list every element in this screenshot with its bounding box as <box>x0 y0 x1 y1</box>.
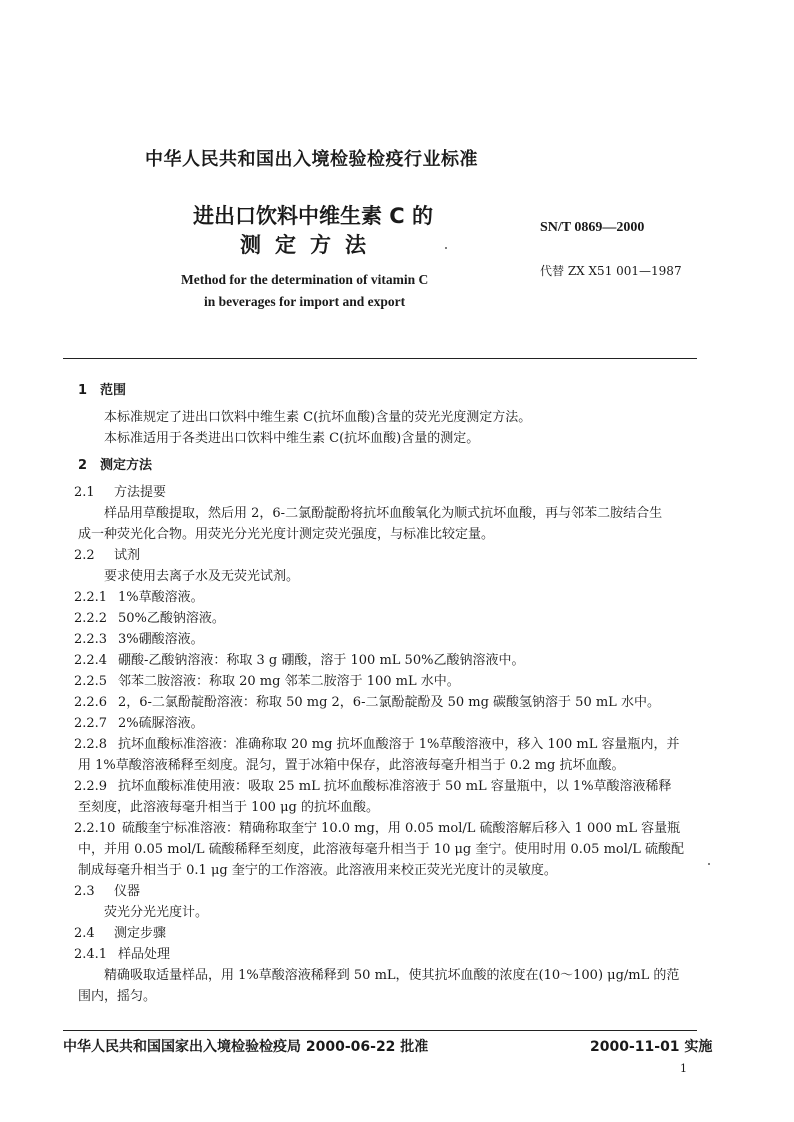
paragraph-continuation: 用 1%草酸溶液稀释至刻度。混匀，置于冰箱中保存，此溶液每毫升相当于 0.2 mg 抗坏血酸。 <box>78 758 625 773</box>
effective-date: 2000-11-01 实施 <box>590 1039 713 1055</box>
section-title: 范围 <box>100 383 127 398</box>
clause-text: 硼酸-乙酸钠溶液：称取 3 g 硼酸，溶于 100 mL 50%乙酸钠溶液中。 <box>118 653 525 668</box>
section-number: 2 <box>78 458 88 473</box>
header-divider <box>63 358 697 359</box>
paragraph: 精确吸取适量样品，用 1%草酸溶液稀释到 50 mL，使其抗坏血酸的浓度在(10～100) μg/mL 的范 <box>104 968 680 983</box>
scan-speck <box>445 247 447 249</box>
page-number: 1 <box>680 1062 687 1075</box>
paragraph-continuation: 至刻度，此溶液每毫升相当于 100 μg 的抗坏血酸。 <box>78 800 379 815</box>
document-body <box>74 380 712 1007</box>
paragraph: 荧光分光光度计。 <box>104 905 209 920</box>
clause-number: 2.4 <box>74 926 95 941</box>
replaces-code: 代替 ZX X51 001—1987 <box>540 264 682 278</box>
section-heading <box>78 380 712 401</box>
clause-text: 3%硼酸溶液。 <box>118 632 204 647</box>
clause-item <box>74 629 712 650</box>
clause-item <box>74 818 712 839</box>
paragraph-continuation: 围内，摇匀。 <box>78 989 157 1004</box>
clause-text: 硫酸奎宁标准溶液：精确称取奎宁 10.0 mg，用 0.05 mol/L 硫酸溶解后移入 1 000 mL 容量瓶 <box>122 821 681 836</box>
clause-text: 方法提要 <box>114 485 167 500</box>
clause-text: 抗坏血酸标准溶液：准确称取 20 mg 抗坏血酸溶于 1%草酸溶液中，移入 100 mL 容量瓶内，并 <box>118 737 680 752</box>
clause-item <box>74 713 712 734</box>
title-cn-line2: 测定方法 <box>240 233 380 257</box>
clause-number: 2.2.1 <box>74 590 108 605</box>
paragraph-continuation: 中，并用 0.05 mol/L 硫酸稀释至刻度，此溶液每毫升相当于 10 μg 奎宁。使用时用 0.05 mol/L 硫酸配 <box>78 842 685 857</box>
paragraph: 本标准适用于各类进出口饮料中维生素 C(抗坏血酸)含量的测定。 <box>104 431 480 446</box>
standard-code: SN/T 0869—2000 <box>540 220 645 235</box>
clause-text: 2%硫脲溶液。 <box>118 716 204 731</box>
title-cn-line1: 进出口饮料中维生素 C 的 <box>193 204 434 228</box>
paragraph: 样品用草酸提取，然后用 2，6-二氯酚靛酚将抗坏血酸氧化为顺式抗坏血酸，再与邻苯二胺结合生 <box>104 506 663 521</box>
clause-item <box>74 776 712 797</box>
clause-number: 2.1 <box>74 485 95 500</box>
clause-number: 2.2.9 <box>74 779 108 794</box>
approval-line: 中华人民共和国国家出入境检验检疫局 2000-06-22 批准 <box>63 1039 429 1055</box>
paragraph: 本标准规定了进出口饮料中维生素 C(抗坏血酸)含量的荧光光度测定方法。 <box>104 410 532 425</box>
clause-text: 1%草酸溶液。 <box>118 590 204 605</box>
paragraph-continuation: 制成每毫升相当于 0.1 μg 奎宁的工作溶液。此溶液用来校正荧光光度计的灵敏度。 <box>78 863 557 878</box>
scan-speck <box>708 863 710 865</box>
clause-number: 2.2 <box>74 548 95 563</box>
clause-item <box>74 671 712 692</box>
clause-item <box>74 734 712 755</box>
clause-item <box>74 545 712 566</box>
clause-text: 测定步骤 <box>114 926 167 941</box>
clause-item <box>74 923 712 944</box>
clause-number: 2.2.10 <box>74 821 116 836</box>
clause-text: 抗坏血酸标准使用液：吸取 25 mL 抗坏血酸标准溶液于 50 mL 容量瓶中，以 1%草酸溶液稀释 <box>118 779 672 794</box>
clause-item <box>74 944 712 965</box>
clause-text: 试剂 <box>114 548 141 563</box>
clause-item <box>74 881 712 902</box>
title-en-line1: Method for the determination of vitamin C <box>181 272 429 287</box>
clause-item <box>74 650 712 671</box>
footer-divider <box>63 1030 697 1031</box>
issuing-agency: 中华人民共和国出入境检验检疫行业标准 <box>145 149 478 170</box>
clause-number: 2.2.3 <box>74 632 108 647</box>
paragraph-continuation: 成一种荧光化合物。用荧光分光光度计测定荧光强度，与标准比较定量。 <box>78 527 495 542</box>
clause-number: 2.2.8 <box>74 737 108 752</box>
section-heading <box>78 455 712 476</box>
clause-item <box>74 608 712 629</box>
section-title: 测定方法 <box>100 458 153 473</box>
paragraph: 要求使用去离子水及无荧光试剂。 <box>104 569 300 584</box>
section-number: 1 <box>78 383 88 398</box>
clause-number: 2.4.1 <box>74 947 108 962</box>
clause-number: 2.3 <box>74 884 95 899</box>
clause-text: 2，6-二氯酚靛酚溶液：称取 50 mg 2，6-二氯酚靛酚及 50 mg 碳酸氢钠溶于 50 mL 水中。 <box>118 695 660 710</box>
clause-item <box>74 692 712 713</box>
clause-number: 2.2.7 <box>74 716 108 731</box>
clause-number: 2.2.5 <box>74 674 108 689</box>
clause-number: 2.2.2 <box>74 611 108 626</box>
title-en-line2: in beverages for import and export <box>204 294 406 309</box>
clause-item <box>74 482 712 503</box>
clause-number: 2.2.6 <box>74 695 108 710</box>
clause-number: 2.2.4 <box>74 653 108 668</box>
clause-item <box>74 587 712 608</box>
clause-text: 50%乙酸钠溶液。 <box>118 611 225 626</box>
clause-text: 邻苯二胺溶液：称取 20 mg 邻苯二胺溶于 100 mL 水中。 <box>118 674 460 689</box>
clause-text: 仪器 <box>114 884 141 899</box>
clause-text: 样品处理 <box>118 947 171 962</box>
